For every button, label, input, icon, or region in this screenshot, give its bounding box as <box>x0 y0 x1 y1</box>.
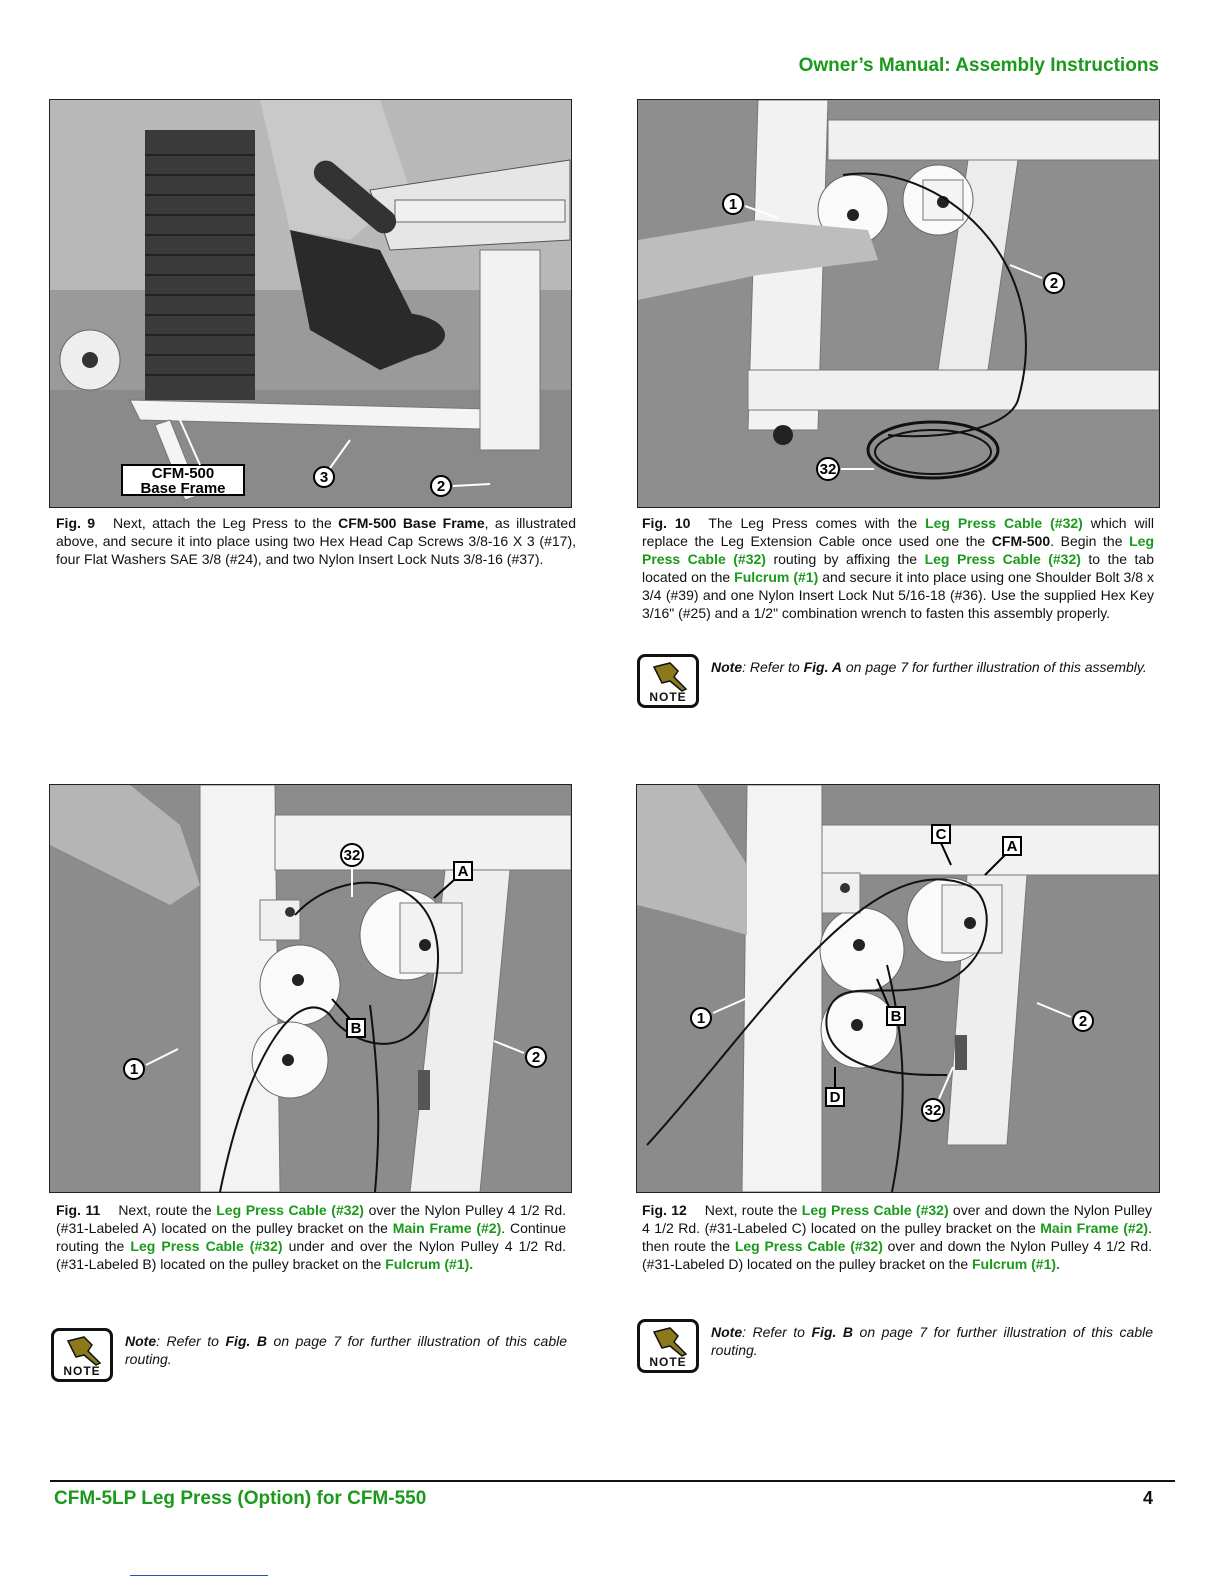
fig12-caption <box>642 1201 1152 1273</box>
fig9-callout-2: 2 <box>436 478 446 495</box>
fig12-label: Fig. 12 <box>642 1202 687 1218</box>
fig11-note-bold: Fig. B <box>225 1333 268 1349</box>
note-icon-word: NOTE <box>63 1364 101 1378</box>
fig10-note <box>637 654 1153 708</box>
fig11-callout-32: 32 <box>343 847 361 864</box>
fig11-callout-2: 2 <box>531 1049 541 1066</box>
fig12-callout-2: 2 <box>1078 1013 1088 1030</box>
fig11-caption-text-2: over the Nylon Pulley 4 1/2 Rd. (#31-Labeled A) located on the pulley bracket on the <box>56 1202 566 1236</box>
fig9-caption <box>56 514 576 568</box>
fig12-callout-1: 1 <box>696 1010 706 1027</box>
fig11-caption-green-2: Main Frame (#2) <box>392 1220 502 1236</box>
fig11-note-lead: Note <box>125 1333 157 1349</box>
footer-title: CFM-5LP Leg Press (Option) for CFM-550 <box>54 1488 427 1509</box>
fig12-callout-D: D <box>829 1089 841 1106</box>
fig10-callout-32: 32 <box>819 461 837 478</box>
fig12-caption-green-4: Fulcrum (#1). <box>972 1256 1060 1272</box>
fig10-caption-green-2: Leg Press Cable (#32) <box>642 533 1155 567</box>
fig12-illustration <box>637 785 1159 1192</box>
fig10-caption <box>642 514 1154 622</box>
page-number: 4 <box>1142 1488 1153 1508</box>
fig12-callout-B: B <box>890 1008 902 1025</box>
fig12-caption-green-1: Leg Press Cable (#32) <box>801 1202 949 1218</box>
fig9-illustration <box>50 100 571 507</box>
fig11-caption-text-4: under and over the Nylon Pulley 4 1/2 Rd. (#31-Labeled B) located on the pulley bracket on the <box>56 1238 566 1272</box>
note-icon-word: NOTE <box>649 690 687 704</box>
fig9-base-frame-label-line1: CFM-500 <box>151 465 215 482</box>
fig11-callout-B: B <box>350 1020 362 1037</box>
fig10-callout-1: 1 <box>728 196 738 213</box>
fig10-caption-text-4: routing by affixing the <box>765 551 925 567</box>
fig11-caption-text-1: Next, route the <box>118 1202 217 1218</box>
fig12-note-bold: Fig. B <box>811 1324 854 1340</box>
fig12-note-text-1: : Refer to <box>742 1324 812 1340</box>
fig11-caption <box>56 1201 566 1273</box>
fig10-label: Fig. 10 <box>642 515 691 531</box>
fig10-note-text-1: : Refer to <box>742 659 804 675</box>
fig10-note-text-2: on page 7 for further illustration of this assembly. <box>841 659 1147 675</box>
fig11-label: Fig. 11 <box>56 1202 101 1218</box>
fig10-caption-text-1: The Leg Press comes with the <box>708 515 926 531</box>
fig9-base-frame-label-line2: Base Frame <box>140 480 226 497</box>
fig10-callout-2: 2 <box>1049 275 1059 292</box>
fig9-label: Fig. 9 <box>56 515 96 531</box>
fig10-caption-green-4: Fulcrum (#1) <box>734 569 819 585</box>
fig11-note-text <box>125 1332 567 1368</box>
note-pushpin-icon <box>637 1319 699 1373</box>
fig9-photo <box>49 99 572 508</box>
fig10-note-bold: Fig. A <box>803 659 842 675</box>
fig10-caption-text-2: which will replace the Leg Extension Cable once used one the <box>642 515 1154 549</box>
fig10-photo <box>637 99 1160 508</box>
fig11-note <box>51 1328 567 1382</box>
fig12-caption-text-1: Next, route the <box>704 1202 802 1218</box>
fig12-caption-text-3: . then route the <box>642 1220 1152 1254</box>
fig9-caption-text-2: , as illustrated above, and secure it into place using two Hex Head Cap Screws 3/8-16 X 3 (#17), four Flat Washers SAE 3/8 (#24), and two Nylon Insert Lock Nuts 3/8-16 (#37). <box>56 515 576 567</box>
fig12-callout-C: C <box>935 826 947 843</box>
fig9-caption-bold-1: CFM-500 Base Frame <box>338 515 485 531</box>
fig12-caption-text-4: over and down the Nylon Pulley 4 1/2 Rd. (#31-Labeled D) located on the pulley bracket on the <box>642 1238 1152 1272</box>
fig11-illustration <box>50 785 571 1192</box>
fig10-illustration <box>638 100 1159 507</box>
fig10-caption-text-5: to the tab located on the <box>642 551 1155 585</box>
fig11-callout-A: A <box>457 863 469 880</box>
fig11-caption-text-3: . Continue routing the <box>56 1220 566 1254</box>
fig11-callout-1: 1 <box>129 1061 139 1078</box>
fig11-photo <box>49 784 572 1193</box>
fig12-note-text-2: on page 7 for further illustration of this cable routing. <box>711 1324 1153 1358</box>
fig10-caption-text-3: . Begin the <box>1050 533 1130 549</box>
fig12-note-lead: Note <box>711 1324 743 1340</box>
fig12-note <box>637 1319 1153 1373</box>
fig9-callout-3: 3 <box>319 469 329 486</box>
fig10-caption-bold-1: CFM-500 <box>991 533 1051 549</box>
fig10-caption-text-6: and secure it into place using one Shoulder Bolt 3/8 x 3/4 (#39) and one Nylon Insert Lock Nut 5/16-18 (#36). Use the supplied Hex Key 3/16" (#25) and a 1/2" combination wrench to fasten this assembly properly. <box>642 569 1154 621</box>
fig10-caption-green-3: Leg Press Cable (#32) <box>924 551 1081 567</box>
fig12-photo <box>636 784 1160 1193</box>
fig12-callout-32: 32 <box>924 1102 942 1119</box>
fig11-note-text-2: on page 7 for further illustration of this cable routing. <box>125 1333 567 1367</box>
fig11-caption-green-1: Leg Press Cable (#32) <box>216 1202 364 1218</box>
fig11-caption-green-3: Leg Press Cable (#32) <box>130 1238 283 1254</box>
bottom-link-underline <box>130 1575 268 1576</box>
fig9-caption-text-1: Next, attach the Leg Press to the <box>113 515 339 531</box>
note-icon-word: NOTE <box>649 1355 687 1369</box>
fig12-callout-A: A <box>1006 838 1018 855</box>
fig10-note-lead: Note <box>711 659 743 675</box>
fig11-note-text-1: : Refer to <box>156 1333 226 1349</box>
fig10-note-text <box>711 658 1147 676</box>
footer-divider <box>50 1480 1175 1482</box>
page-header-title: Owner’s Manual: Assembly Instructions <box>798 55 1159 76</box>
note-pushpin-icon <box>637 654 699 708</box>
fig10-caption-green-1: Leg Press Cable (#32) <box>925 515 1083 531</box>
fig12-note-text <box>711 1323 1153 1359</box>
note-pushpin-icon <box>51 1328 113 1382</box>
fig12-caption-text-2: over and down the Nylon Pulley 4 1/2 Rd. (#31-Labeled C) located on the pulley bracket on the <box>642 1202 1152 1236</box>
fig12-caption-green-3: Leg Press Cable (#32) <box>734 1238 883 1254</box>
fig12-caption-green-2: Main Frame (#2) <box>1040 1220 1149 1236</box>
fig11-caption-green-4: Fulcrum (#1). <box>385 1256 474 1272</box>
